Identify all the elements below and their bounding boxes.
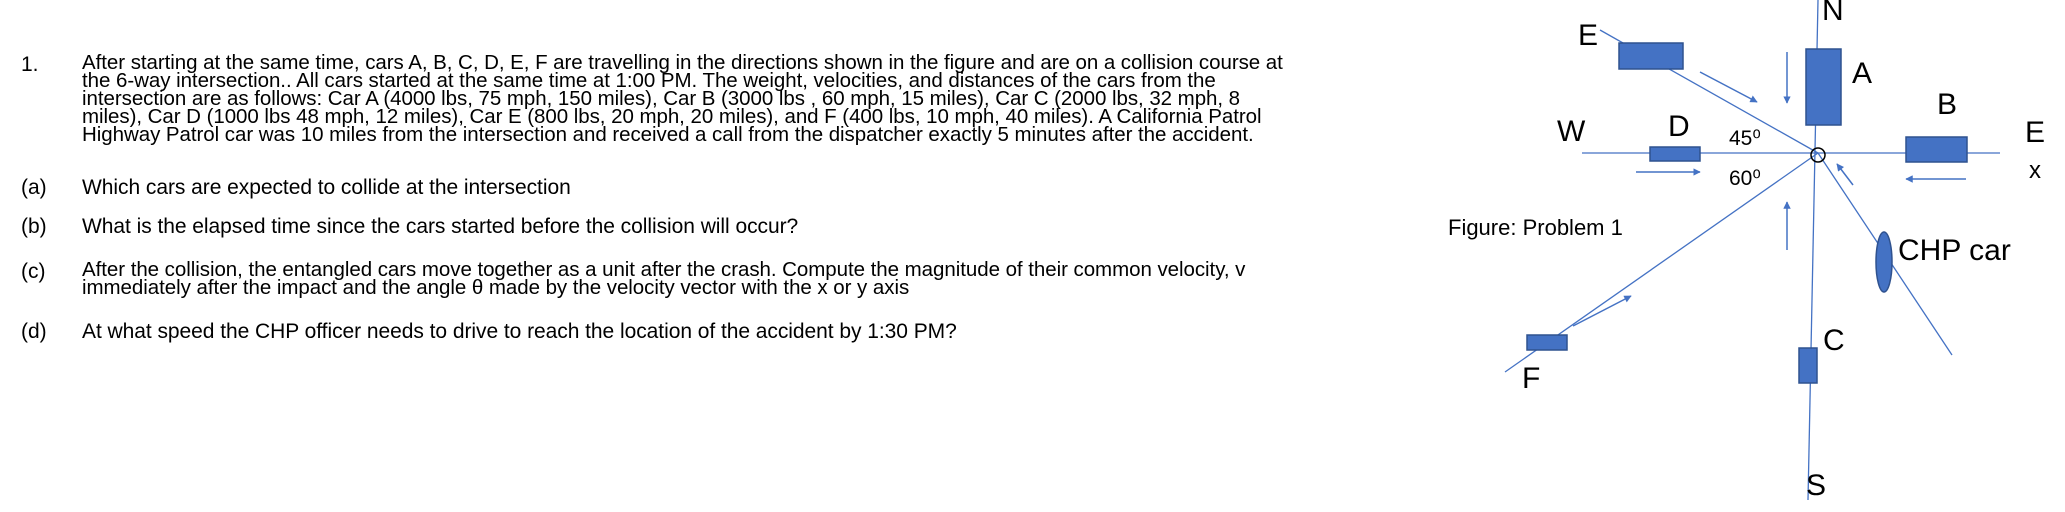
angle-60-label: 60⁰ xyxy=(1729,167,1761,190)
car-e xyxy=(1619,43,1683,69)
statement-line: miles), Car D (1000 lbs 48 mph, 12 miles), Car E (800 lbs, 20 mph, 20 miles), and F (400 lbs, 10 mph, 40 miles). A California Patrol xyxy=(82,105,1262,128)
car-d xyxy=(1650,147,1700,161)
chp-car xyxy=(1876,232,1892,292)
x-axis-label: x xyxy=(2029,157,2041,184)
problem-number: 1. xyxy=(21,53,39,76)
car-c xyxy=(1799,348,1817,383)
car-a xyxy=(1806,49,1841,125)
figure-caption: Figure: Problem 1 xyxy=(1448,215,1623,240)
part-label: (a) xyxy=(21,176,47,199)
angle-45-label: 45⁰ xyxy=(1729,127,1761,150)
east-label: E xyxy=(2025,116,2046,149)
part-question: immediately after the impact and the angle θ made by the velocity vector with the x or y axis xyxy=(82,276,910,299)
arrow-e xyxy=(1700,72,1757,102)
statement-line: the 6-way intersection.. All cars started at the same time at 1:00 PM. The weight, velocities, and distances of the cars from the xyxy=(82,69,1216,92)
car-c-label: C xyxy=(1823,324,1845,357)
arrow-f xyxy=(1573,296,1631,326)
chp-car-label: CHP car xyxy=(1898,234,2011,267)
car-f-label: F xyxy=(1522,362,1541,395)
car-b-label: B xyxy=(1937,88,1958,121)
statement-line: intersection are as follows: Car A (4000 lbs, 75 mph, 150 miles), Car B (3000 lbs , 60 mph, 15 miles), Car C (2000 lbs, 32 mph, 8 xyxy=(82,87,1241,110)
north-label: N xyxy=(1822,0,1844,27)
car-f xyxy=(1527,335,1567,350)
part-label: (d) xyxy=(21,320,47,343)
west-label: W xyxy=(1557,115,1586,148)
part-question: After the collision, the entangled cars move together as a unit after the crash. Compute the magnitude of their common velocity, v xyxy=(82,258,1246,281)
part-question: What is the elapsed time since the cars started before the collision will occur? xyxy=(82,215,799,238)
statement-line: Highway Patrol car was 10 miles from the intersection and received a call from the dispatcher exactly 5 minutes after the accident. xyxy=(82,123,1254,146)
car-d-label: D xyxy=(1668,110,1690,143)
car-b xyxy=(1906,137,1967,162)
car-a-label: A xyxy=(1852,57,1873,90)
origin-point xyxy=(1811,148,1825,162)
part-question: At what speed the CHP officer needs to drive to reach the location of the accident by 1:30 PM? xyxy=(82,320,957,343)
car-e-label: E xyxy=(1578,19,1599,52)
part-question: Which cars are expected to collide at the intersection xyxy=(82,176,571,199)
south-label: S xyxy=(1806,469,1827,502)
part-label: (b) xyxy=(21,215,47,238)
statement-line: After starting at the same time, cars A, B, C, D, E, F are travelling in the directions shown in the figure and are on a collision course at xyxy=(82,51,1283,74)
arrow-o xyxy=(1837,164,1853,185)
part-label: (c) xyxy=(21,260,46,283)
